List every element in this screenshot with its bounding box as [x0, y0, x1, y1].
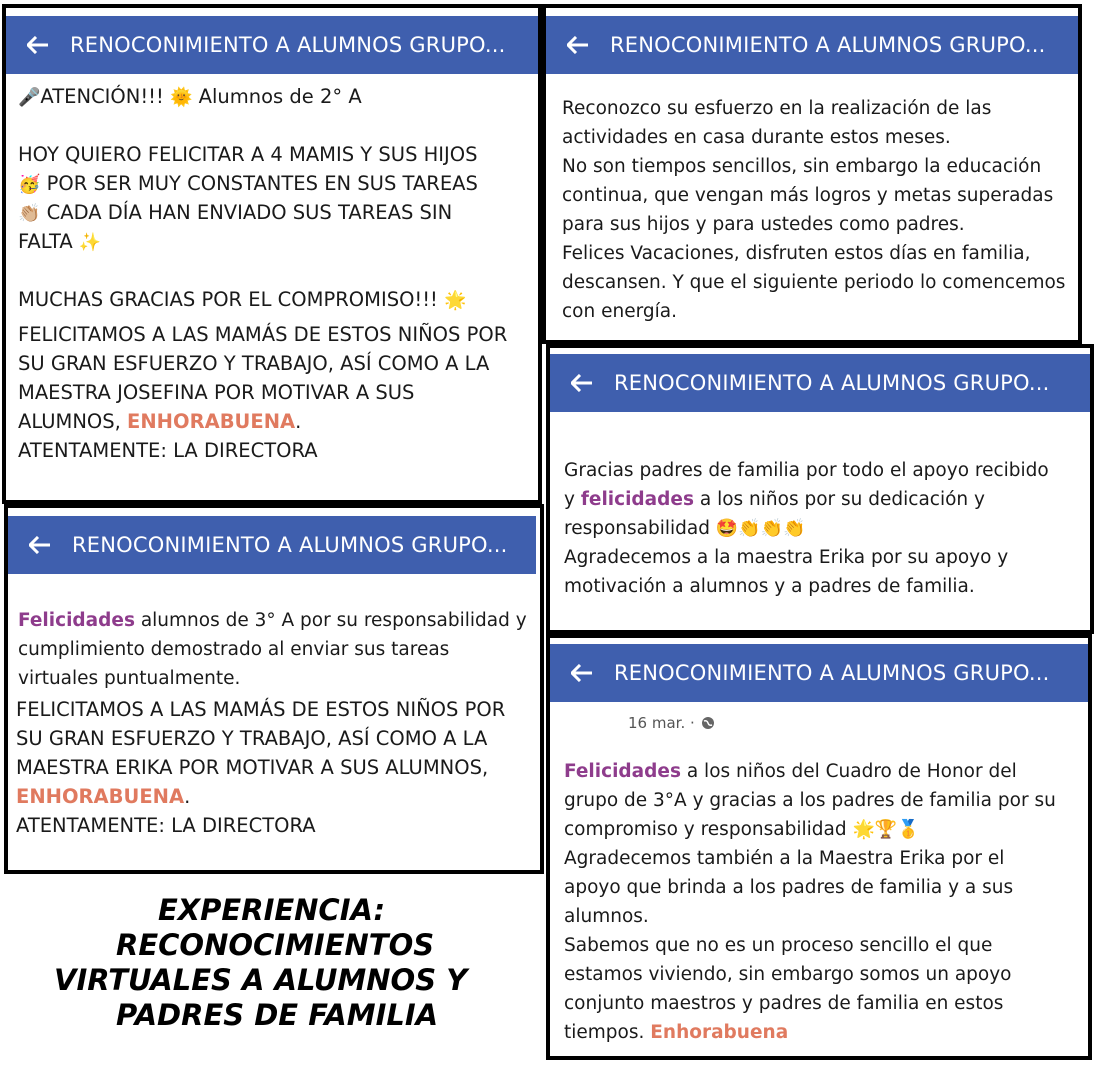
message-line: descansen. Y que el siguiente periodo lo comencemos [562, 272, 1066, 293]
back-button[interactable] [546, 36, 610, 54]
post-header [8, 516, 536, 574]
highlight-text: Enhorabuena [650, 1022, 789, 1043]
post-panel-cuadro-honor [546, 634, 1092, 1060]
message-line: SU GRAN ESFUERZO Y TRABAJO, ASÍ COMO A LA [18, 352, 490, 375]
message-line: grupo de 3°A y gracias a los padres de familia por su [564, 790, 1056, 811]
post-title: RENOCONIMIENTO A ALUMNOS GRUPO... [614, 661, 1050, 685]
message-line: MAESTRA ERIKA POR MOTIVAR A SUS ALUMNOS, [16, 756, 489, 779]
message-line: Sabemos que no es un proceso sencillo el que [564, 935, 993, 956]
attention-line: 🎤ATENCIÓN!!! 🌞 Alumnos de 2° A [18, 85, 362, 108]
clapping-hands-icon: 👏👏👏 [738, 518, 806, 539]
post-body [564, 456, 1082, 601]
message-line: Agradecemos a la maestra Erika por su apoyo y [564, 547, 1009, 568]
sun-icon: 🌞 [170, 87, 193, 108]
message-line: HOY QUIERO FELICITAR A 4 MAMIS Y SUS HIJOS [18, 143, 478, 166]
message-line: alumnos. [564, 906, 649, 927]
star-struck-icon: 🤩 [715, 518, 739, 539]
post-body [16, 606, 532, 840]
sun-icon: 🌟 [444, 290, 467, 311]
caption-line: PADRES DE FAMILIA [116, 998, 439, 1032]
message-line: con energía. [562, 301, 677, 322]
message-line: Felicidades alumnos de 3° A por su responsabilidad y [18, 610, 527, 631]
post-header [550, 354, 1090, 412]
message-line: apoyo que brinda a los padres de familia y a sus [564, 877, 1014, 898]
message-line: continua, que vengan más logros y metas superadas [562, 185, 1054, 206]
back-arrow-icon [567, 36, 589, 54]
signature: ATENTAMENTE: LA DIRECTORA [18, 439, 318, 462]
post-body [562, 94, 1070, 326]
post-header [6, 16, 538, 74]
post-title: RENOCONIMIENTO A ALUMNOS GRUPO... [70, 33, 506, 57]
post-date: 16 mar. · [628, 714, 715, 732]
message-line: ALUMNOS, ENHORABUENA. [18, 410, 302, 433]
highlight-text: felicidades [580, 489, 694, 510]
highlight-text: Felicidades [564, 761, 681, 782]
post-panel-2a [2, 4, 542, 504]
back-button[interactable] [550, 374, 614, 392]
message-line: conjunto maestros y padres de familia en estos [564, 993, 1004, 1014]
highlight-text: Felicidades [18, 610, 135, 631]
post-title: RENOCONIMIENTO A ALUMNOS GRUPO... [614, 371, 1050, 395]
back-button[interactable] [550, 664, 614, 682]
caption-line: RECONOCIMIENTOS [116, 928, 435, 962]
message-line: compromiso y responsabilidad 🌟🏆🥇 [564, 819, 920, 840]
message-line: SU GRAN ESFUERZO Y TRABAJO, ASÍ COMO A LA [16, 727, 488, 750]
experience-caption [40, 893, 500, 1033]
back-button[interactable] [8, 536, 72, 554]
post-body [564, 757, 1080, 1047]
post-header [546, 16, 1078, 74]
message-line: 🥳 POR SER MUY CONSTANTES EN SUS TAREAS [18, 172, 478, 195]
post-panel-reconocimiento [542, 4, 1082, 344]
message-line: Gracias padres de familia por todo el apoyo recibido [564, 460, 1049, 481]
party-face-icon: 🥳 [18, 174, 41, 195]
message-line: estamos viviendo, sin embargo somos un apoyo [564, 964, 1012, 985]
message-line: actividades en casa durante estos meses. [562, 127, 951, 148]
clapping-hands-icon: 👏🏼 [18, 203, 41, 224]
message-line: ENHORABUENA. [16, 785, 191, 808]
medal-icon: 🥇 [897, 819, 920, 840]
post-title: RENOCONIMIENTO A ALUMNOS GRUPO... [610, 33, 1046, 57]
message-line: responsabilidad 🤩👏👏👏 [564, 518, 806, 539]
back-arrow-icon [571, 374, 593, 392]
post-panel-gracias [546, 344, 1094, 634]
back-arrow-icon [29, 536, 51, 554]
message-line: motivación a alumnos y a padres de familia. [564, 576, 975, 597]
sparkles-icon: ✨ [78, 232, 102, 253]
message-line: tiempos. Enhorabuena [564, 1022, 789, 1043]
message-line: FELICITAMOS A LAS MAMÁS DE ESTOS NIÑOS POR [16, 698, 506, 721]
caption-line: EXPERIENCIA: [158, 893, 386, 927]
sparkles-icon: 🌟 [852, 819, 875, 840]
back-arrow-icon [27, 36, 49, 54]
message-line: 👏🏼 CADA DÍA HAN ENVIADO SUS TAREAS SIN [18, 201, 453, 224]
post-title: RENOCONIMIENTO A ALUMNOS GRUPO... [72, 533, 508, 557]
message-line: Felices Vacaciones, disfruten estos días en familia, [562, 243, 1031, 264]
message-line: FALTA ✨ [18, 230, 102, 253]
caption-line: VIRTUALES A ALUMNOS Y [54, 963, 468, 997]
message-line: No son tiempos sencillos, sin embargo la educación [562, 156, 1042, 177]
trophy-icon: 🏆 [874, 819, 898, 840]
highlight-text: ENHORABUENA [127, 410, 296, 433]
message-line: FELICITAMOS A LAS MAMÁS DE ESTOS NIÑOS POR [18, 323, 508, 346]
post-body [18, 82, 530, 465]
signature: ATENTAMENTE: LA DIRECTORA [16, 814, 316, 837]
back-button[interactable] [6, 36, 70, 54]
message-line: Agradecemos también a la Maestra Erika por el [564, 848, 1005, 869]
message-line: Reconozco su esfuerzo en la realización de las [562, 98, 992, 119]
microphone-icon: 🎤 [18, 87, 41, 108]
globe-icon [701, 716, 715, 730]
message-line: y felicidades a los niños por su dedicación y [564, 489, 985, 510]
post-header [550, 644, 1088, 702]
highlight-text: ENHORABUENA [16, 785, 185, 808]
message-line: MAESTRA JOSEFINA POR MOTIVAR A SUS [18, 381, 415, 404]
back-arrow-icon [571, 664, 593, 682]
message-line: Felicidades a los niños del Cuadro de Honor del [564, 761, 1017, 782]
message-line: para sus hijos y para ustedes como padres. [562, 214, 965, 235]
message-line: cumplimiento demostrado al enviar sus tareas [18, 639, 450, 660]
post-panel-3a [4, 504, 544, 874]
message-line: virtuales puntualmente. [18, 668, 241, 689]
thanks-line: MUCHAS GRACIAS POR EL COMPROMISO!!! 🌟 [18, 288, 467, 311]
